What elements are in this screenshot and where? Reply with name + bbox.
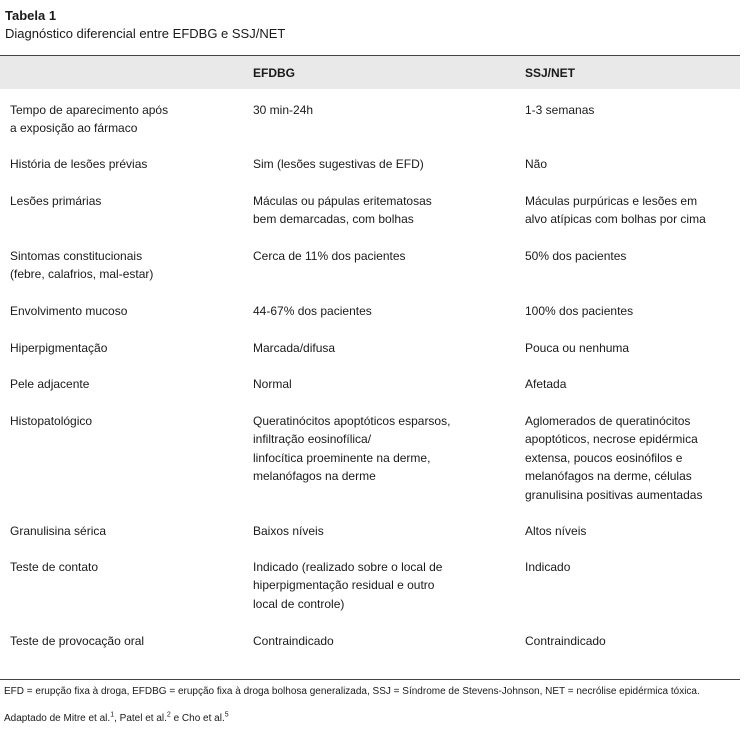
row-label-cell: Pele adjacente bbox=[10, 377, 90, 391]
row-label-cell: Histopatológico bbox=[10, 414, 93, 428]
table-header-row bbox=[0, 55, 740, 89]
footnote-abbreviations: EFD = erupção fixa à droga, EFDBG = erupção fixa à droga bolhosa generalizada, SSJ = Síndrome de Stevens-Johnson, NET = necrólise epidérmica tóxica. bbox=[4, 686, 700, 697]
footnote-source bbox=[4, 712, 740, 725]
row-label-cell: Sintomas constitucionais (febre, calafrios, mal-estar) bbox=[10, 249, 154, 282]
reference-patel: 2 bbox=[166, 711, 171, 719]
efdbg-cell: Indicado (realizado sobre o local de hiperpigmentação residual e outro local de controle) bbox=[253, 560, 443, 611]
ssj-net-cell: Indicado bbox=[525, 560, 571, 574]
reference-mitre: 1 bbox=[110, 711, 115, 719]
table-bottom-rule bbox=[0, 679, 740, 680]
row-label-cell: Teste de provocação oral bbox=[10, 634, 145, 648]
row-label-cell: Teste de contato bbox=[10, 560, 99, 574]
ssj-net-cell: Não bbox=[525, 157, 548, 171]
efdbg-cell: 30 min-24h bbox=[253, 103, 314, 117]
row-label-cell: Envolvimento mucoso bbox=[10, 304, 128, 318]
ssj-net-cell: 1-3 semanas bbox=[525, 103, 595, 117]
header-ssj-net: SSJ/NET bbox=[525, 66, 576, 80]
ssj-net-cell: Contraindicado bbox=[525, 634, 606, 648]
header-efdbg: EFDBG bbox=[253, 66, 295, 80]
ssj-net-cell: Altos níveis bbox=[525, 524, 587, 538]
source-prefix: Adaptado de Mitre et al. bbox=[4, 713, 111, 724]
ssj-net-cell: Afetada bbox=[525, 377, 567, 391]
row-label-cell: Hiperpigmentação bbox=[10, 341, 108, 355]
efdbg-cell: Queratinócitos apoptóticos esparsos, infiltração eosinofílica/ linfocítica proeminente na derme, melanófagos na derme bbox=[253, 414, 451, 484]
efdbg-cell: Marcada/difusa bbox=[253, 341, 336, 355]
ssj-net-cell: Máculas purpúricas e lesões em alvo atípicas com bolhas por cima bbox=[525, 194, 706, 227]
reference-cho: 5 bbox=[224, 711, 229, 719]
table-title: Tabela 1 bbox=[5, 8, 57, 23]
efdbg-cell: 44-67% dos pacientes bbox=[253, 304, 372, 318]
row-label-cell: Lesões primárias bbox=[10, 194, 102, 208]
efdbg-cell: Máculas ou pápulas eritematosas bem demarcadas, com bolhas bbox=[253, 194, 432, 227]
ssj-net-cell: 50% dos pacientes bbox=[525, 249, 627, 263]
source-mid-1: , Patel et al. bbox=[114, 713, 167, 724]
efdbg-cell: Cerca de 11% dos pacientes bbox=[253, 249, 406, 263]
ssj-net-cell: Aglomerados de queratinócitos apoptóticos, necrose epidérmica extensa, poucos eosinófilos e melanófagos na derme, células granulisina positivas aumentadas bbox=[525, 414, 703, 502]
table-subtitle: Diagnóstico diferencial entre EFDBG e SSJ/NET bbox=[5, 26, 286, 41]
efdbg-cell: Sim (lesões sugestivas de EFD) bbox=[253, 157, 424, 171]
source-mid-2: e Cho et al. bbox=[170, 713, 225, 724]
efdbg-cell: Contraindicado bbox=[253, 634, 334, 648]
efdbg-cell: Normal bbox=[253, 377, 292, 391]
row-label-cell: Tempo de aparecimento após a exposição ao fármaco bbox=[10, 103, 169, 136]
ssj-net-cell: 100% dos pacientes bbox=[525, 304, 634, 318]
row-label-cell: Granulisina sérica bbox=[10, 524, 107, 538]
row-label-cell: História de lesões prévias bbox=[10, 157, 148, 171]
ssj-net-cell: Pouca ou nenhuma bbox=[525, 341, 630, 355]
table-caption bbox=[5, 8, 285, 44]
efdbg-cell: Baixos níveis bbox=[253, 524, 324, 538]
